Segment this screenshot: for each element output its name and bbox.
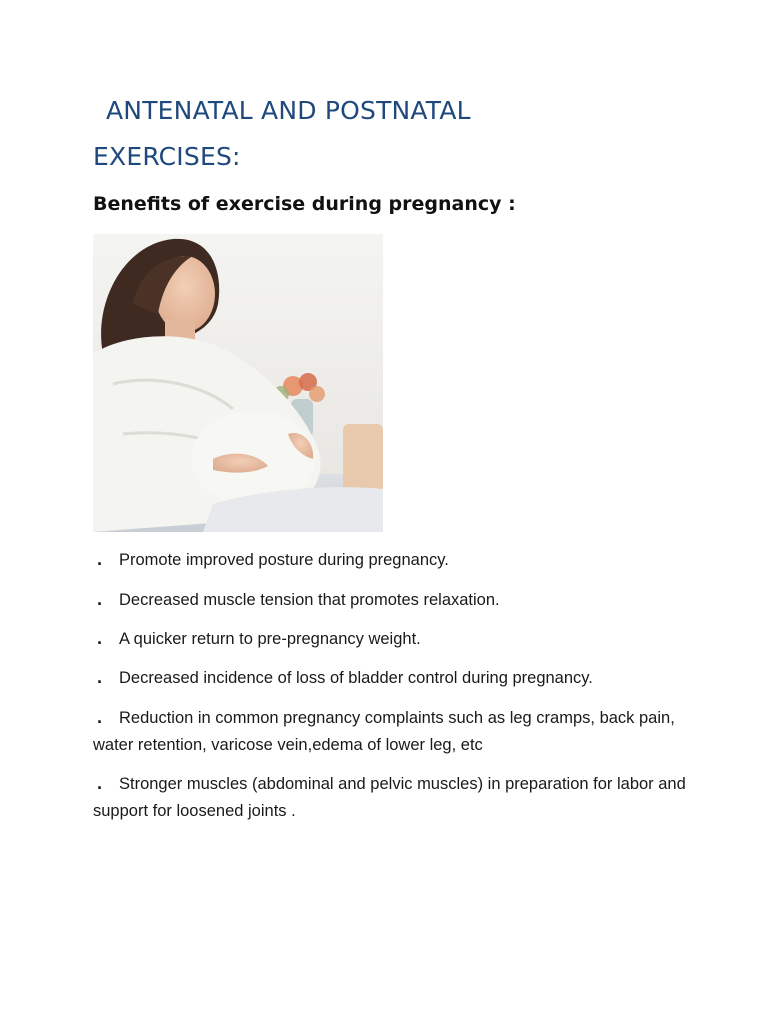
list-item <box>93 546 693 574</box>
list-item <box>93 704 693 759</box>
benefit-text: Reduction in common pregnancy complaints such as leg cramps, back pain, water retention, varicose vein,edema of lower leg, etc <box>93 709 675 754</box>
list-item <box>93 664 693 692</box>
list-item <box>93 625 693 653</box>
benefit-text: A quicker return to pre-pregnancy weight. <box>119 630 421 648</box>
bullet: . <box>97 628 103 648</box>
page-title <box>93 88 653 180</box>
section-heading: Benefits of exercise during pregnancy : <box>93 193 516 215</box>
benefit-text: Decreased muscle tension that promotes relaxation. <box>119 591 500 609</box>
bullet: . <box>97 667 103 687</box>
benefit-text: Decreased incidence of loss of bladder control during pregnancy. <box>119 669 593 687</box>
bullet: . <box>97 589 103 609</box>
list-item <box>93 586 693 614</box>
list-item <box>93 770 693 825</box>
title-line-2: EXERCISES: <box>93 142 241 171</box>
benefit-text: Promote improved posture during pregnancy. <box>119 551 449 569</box>
bullet: . <box>97 707 103 727</box>
benefit-text: Stronger muscles (abdominal and pelvic muscles) in preparation for labor and support for loosened joints . <box>93 775 686 820</box>
title-line-1: ANTENATAL AND POSTNATAL <box>106 96 471 125</box>
bullet: . <box>97 549 103 569</box>
pregnant-woman-photo <box>93 234 383 532</box>
bullet: . <box>97 773 103 793</box>
